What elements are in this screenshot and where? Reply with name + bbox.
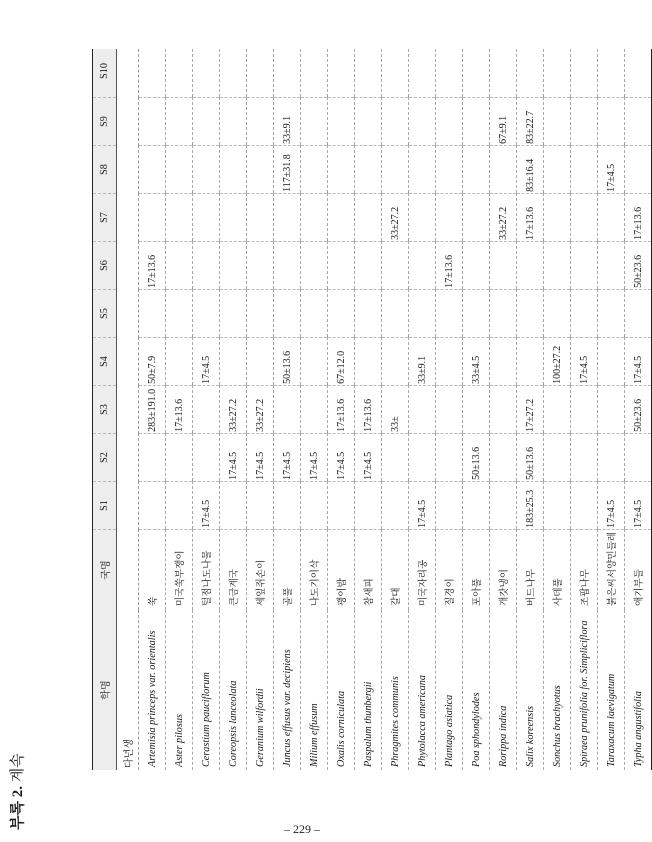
scientific-name-cell: Geranium wilfordii: [247, 610, 274, 770]
korean-name-cell: 개갓냉이: [490, 529, 517, 610]
site-value-cell: [544, 97, 571, 145]
site-value-cell: [598, 49, 625, 97]
table-row: [382, 49, 409, 770]
site-value-cell: [193, 433, 220, 481]
site-value-cell: [301, 145, 328, 193]
korean-name-cell: 세잎쥐손이: [247, 529, 274, 610]
scientific-name-cell: Paspalum thunbergii: [355, 610, 382, 770]
site-value-cell: [166, 145, 193, 193]
site-value-cell: [625, 145, 652, 193]
site-value-cell: [625, 433, 652, 481]
site-value-cell: [544, 193, 571, 241]
site-value-cell: [463, 241, 490, 289]
site-value-cell: [328, 145, 355, 193]
header-site: S3: [93, 385, 117, 433]
site-value-cell: 17±13.6: [139, 241, 166, 289]
site-value-cell: 17±13.6: [517, 193, 544, 241]
korean-name-cell: 쑥: [139, 529, 166, 610]
site-value-cell: 50±23.6: [625, 241, 652, 289]
site-value-cell: [274, 193, 301, 241]
site-value-cell: 17±4.5: [328, 433, 355, 481]
korean-name-cell: 갈대: [382, 529, 409, 610]
site-value-cell: [571, 49, 598, 97]
korean-name-cell: 미국쑥부쟁이: [166, 529, 193, 610]
site-value-cell: [301, 481, 328, 529]
site-value-cell: [139, 433, 166, 481]
korean-name-cell: 애기부들: [625, 529, 652, 610]
site-value-cell: [382, 289, 409, 337]
site-value-cell: [436, 385, 463, 433]
header-site: S9: [93, 97, 117, 145]
site-value-cell: [490, 49, 517, 97]
site-value-cell: 50±13.6: [517, 433, 544, 481]
site-value-cell: 17±4.5: [193, 337, 220, 385]
site-value-cell: [463, 49, 490, 97]
site-value-cell: [139, 289, 166, 337]
scientific-name-cell: Spiraea prunifolia for. Simpliciflora: [571, 610, 598, 770]
scientific-name-cell: Plantago asiatica: [436, 610, 463, 770]
site-value-cell: [274, 289, 301, 337]
site-value-cell: [166, 289, 193, 337]
site-value-cell: [220, 193, 247, 241]
site-value-cell: [355, 145, 382, 193]
site-value-cell: [328, 49, 355, 97]
site-value-cell: [436, 49, 463, 97]
table-row: [301, 49, 328, 770]
site-value-cell: [355, 193, 382, 241]
table-row: [220, 49, 247, 770]
site-value-cell: [463, 97, 490, 145]
site-value-cell: [382, 433, 409, 481]
site-value-cell: 67±12.0: [328, 337, 355, 385]
group-row: [117, 49, 139, 770]
site-value-cell: 33±27.2: [382, 193, 409, 241]
korean-name-cell: 버드나무: [517, 529, 544, 610]
site-value-cell: [490, 289, 517, 337]
site-value-cell: [625, 49, 652, 97]
korean-name-cell: 골풀: [274, 529, 301, 610]
scientific-name-cell: Phytolacca americana: [409, 610, 436, 770]
site-value-cell: [193, 289, 220, 337]
site-value-cell: [490, 433, 517, 481]
korean-name-cell: 질경이: [436, 529, 463, 610]
site-value-cell: [598, 337, 625, 385]
site-value-cell: 83±16.4: [517, 145, 544, 193]
site-value-cell: [301, 49, 328, 97]
site-value-cell: [544, 289, 571, 337]
site-value-cell: [355, 97, 382, 145]
site-value-cell: [409, 193, 436, 241]
header-korean-name: 국명: [93, 529, 117, 610]
site-value-cell: 33±27.2: [490, 193, 517, 241]
header-site: S2: [93, 433, 117, 481]
table-row: [571, 49, 598, 770]
scientific-name-cell: Cerastium pauciflorum: [193, 610, 220, 770]
site-value-cell: [274, 241, 301, 289]
site-value-cell: [301, 289, 328, 337]
site-value-cell: [328, 97, 355, 145]
table-row: [517, 49, 544, 770]
site-value-cell: [193, 145, 220, 193]
site-value-cell: [571, 385, 598, 433]
site-value-cell: [490, 145, 517, 193]
group-label-perennial: 다년생: [117, 49, 139, 770]
site-value-cell: 33±27.2: [247, 385, 274, 433]
korean-name-cell: 조팝나무: [571, 529, 598, 610]
site-value-cell: [490, 337, 517, 385]
scientific-name-cell: Salix koreensis: [517, 610, 544, 770]
table-row: [247, 49, 274, 770]
site-value-cell: [247, 49, 274, 97]
site-value-cell: [247, 193, 274, 241]
site-value-cell: [166, 241, 193, 289]
site-value-cell: 17±4.5: [220, 433, 247, 481]
site-value-cell: [463, 385, 490, 433]
site-value-cell: [355, 241, 382, 289]
site-value-cell: 17±4.5: [409, 481, 436, 529]
site-value-cell: [409, 433, 436, 481]
scientific-name-cell: Milium effusum: [301, 610, 328, 770]
scientific-name-cell: Oxalis corniculata: [328, 610, 355, 770]
site-value-cell: [382, 481, 409, 529]
site-value-cell: [436, 481, 463, 529]
header-site: S6: [93, 241, 117, 289]
page-number-block: [284, 822, 336, 842]
site-value-cell: 17±4.5: [274, 433, 301, 481]
korean-name-cell: 미국자리공: [409, 529, 436, 610]
site-value-cell: 17±4.5: [247, 433, 274, 481]
site-value-cell: [463, 193, 490, 241]
scientific-name-cell: Phragmites communis: [382, 610, 409, 770]
table-row: [166, 49, 193, 770]
site-value-cell: 33±27.2: [220, 385, 247, 433]
appendix-title-bold: 부록 2.: [10, 786, 26, 830]
site-value-cell: [328, 241, 355, 289]
site-value-cell: [220, 289, 247, 337]
scientific-name-cell: Poa sphondylodes: [463, 610, 490, 770]
site-value-cell: [571, 97, 598, 145]
site-value-cell: [544, 49, 571, 97]
site-value-cell: [409, 289, 436, 337]
site-value-cell: [220, 337, 247, 385]
site-value-cell: [355, 49, 382, 97]
site-value-cell: [598, 433, 625, 481]
site-value-cell: [463, 289, 490, 337]
site-value-cell: 17±4.5: [625, 481, 652, 529]
site-value-cell: [220, 49, 247, 97]
site-value-cell: [247, 481, 274, 529]
site-value-cell: 17±13.6: [625, 193, 652, 241]
site-value-cell: [544, 433, 571, 481]
korean-name-cell: 큰금계국: [220, 529, 247, 610]
site-value-cell: 50±13.6: [274, 337, 301, 385]
site-value-cell: [166, 433, 193, 481]
header-scientific-name: 학명: [93, 610, 117, 770]
site-value-cell: [193, 193, 220, 241]
header-site: S7: [93, 193, 117, 241]
site-value-cell: [193, 49, 220, 97]
site-value-cell: [625, 97, 652, 145]
site-value-cell: [301, 337, 328, 385]
scientific-name-cell: Sonchus brachyotus: [544, 610, 571, 770]
site-value-cell: [247, 97, 274, 145]
site-value-cell: [166, 49, 193, 97]
site-value-cell: [517, 241, 544, 289]
scientific-name-cell: Aster pilosus: [166, 610, 193, 770]
site-value-cell: [382, 97, 409, 145]
site-value-cell: [544, 385, 571, 433]
table-body: [139, 49, 652, 770]
site-value-cell: 17±4.5: [598, 145, 625, 193]
site-value-cell: [328, 481, 355, 529]
scientific-name-cell: Coreopsis lanceolata: [220, 610, 247, 770]
header-site: S8: [93, 145, 117, 193]
site-value-cell: 83±22.7: [517, 97, 544, 145]
site-value-cell: 17±4.5: [625, 337, 652, 385]
site-value-cell: [139, 193, 166, 241]
site-value-cell: [220, 481, 247, 529]
site-value-cell: [166, 337, 193, 385]
site-value-cell: 50±13.6: [463, 433, 490, 481]
site-value-cell: [571, 289, 598, 337]
scientific-name-cell: Taraxacum laevigatum: [598, 610, 625, 770]
scientific-name-cell: Rorippa indica: [490, 610, 517, 770]
site-value-cell: [139, 481, 166, 529]
site-value-cell: [355, 337, 382, 385]
site-value-cell: [436, 193, 463, 241]
site-value-cell: [544, 145, 571, 193]
site-value-cell: [382, 145, 409, 193]
site-value-cell: [436, 145, 463, 193]
site-value-cell: [166, 193, 193, 241]
site-value-cell: [193, 241, 220, 289]
korean-name-cell: 참새피: [355, 529, 382, 610]
site-value-cell: [382, 49, 409, 97]
site-value-cell: [193, 97, 220, 145]
site-value-cell: [139, 97, 166, 145]
site-value-cell: 17±13.6: [355, 385, 382, 433]
site-value-cell: [409, 241, 436, 289]
site-value-cell: [301, 97, 328, 145]
site-value-cell: [301, 385, 328, 433]
site-value-cell: 17±4.5: [355, 433, 382, 481]
table-row: [355, 49, 382, 770]
site-value-cell: 17±13.6: [436, 241, 463, 289]
site-value-cell: [436, 433, 463, 481]
site-value-cell: [220, 97, 247, 145]
korean-name-cell: 붉은씨서양민들레: [598, 529, 625, 610]
scientific-name-cell: Juncus effusus var. decipiens: [274, 610, 301, 770]
site-value-cell: [571, 145, 598, 193]
site-value-cell: [517, 337, 544, 385]
site-value-cell: [598, 97, 625, 145]
site-value-cell: [598, 289, 625, 337]
site-value-cell: [436, 337, 463, 385]
table-row: [274, 49, 301, 770]
site-value-cell: [571, 481, 598, 529]
site-value-cell: 33±9.1: [274, 97, 301, 145]
header-site: S1: [93, 481, 117, 529]
site-value-cell: [139, 145, 166, 193]
site-value-cell: [463, 481, 490, 529]
site-value-cell: [409, 385, 436, 433]
site-value-cell: [247, 289, 274, 337]
site-value-cell: [544, 481, 571, 529]
site-value-cell: [220, 241, 247, 289]
site-value-cell: 17±13.6: [328, 385, 355, 433]
site-value-cell: 283±191.0: [139, 385, 166, 433]
site-value-cell: [166, 481, 193, 529]
site-value-cell: 17±4.5: [571, 337, 598, 385]
site-value-cell: [382, 241, 409, 289]
korean-name-cell: 괭이밥: [328, 529, 355, 610]
header-site: S5: [93, 289, 117, 337]
table-row: [463, 49, 490, 770]
site-value-cell: [328, 289, 355, 337]
site-value-cell: [301, 193, 328, 241]
site-value-cell: 50±23.6: [625, 385, 652, 433]
site-value-cell: 67±9.1: [490, 97, 517, 145]
site-value-cell: [274, 481, 301, 529]
site-value-cell: [247, 337, 274, 385]
korean-name-cell: 나도기이삭: [301, 529, 328, 610]
table-row: [490, 49, 517, 770]
site-value-cell: [409, 49, 436, 97]
appendix-title-rest: 계속: [10, 753, 26, 787]
site-value-cell: [139, 49, 166, 97]
site-value-cell: 17±27.2: [517, 385, 544, 433]
site-value-cell: [247, 241, 274, 289]
korean-name-cell: 사데풀: [544, 529, 571, 610]
site-value-cell: [517, 289, 544, 337]
site-value-cell: [571, 193, 598, 241]
site-value-cell: [571, 241, 598, 289]
korean-name-cell: 포아풀: [463, 529, 490, 610]
site-value-cell: 17±13.6: [166, 385, 193, 433]
table-header-row: [93, 49, 117, 770]
site-value-cell: 117±31.8: [274, 145, 301, 193]
korean-name-cell: 털점나도나물: [193, 529, 220, 610]
site-value-cell: [598, 193, 625, 241]
site-value-cell: [490, 481, 517, 529]
site-value-cell: [355, 481, 382, 529]
site-value-cell: 17±4.5: [301, 433, 328, 481]
site-value-cell: [409, 97, 436, 145]
appendix-title: [6, 753, 27, 830]
site-value-cell: [598, 385, 625, 433]
site-value-cell: [625, 289, 652, 337]
site-value-cell: 17±4.5: [598, 481, 625, 529]
site-value-cell: 33±4.5: [463, 337, 490, 385]
scientific-name-cell: Artemisia princeps var. orientalis: [139, 610, 166, 770]
site-value-cell: 50±7.9: [139, 337, 166, 385]
site-value-cell: [328, 193, 355, 241]
site-value-cell: [274, 49, 301, 97]
header-site: S10: [93, 49, 117, 97]
site-value-cell: [220, 145, 247, 193]
table-row: [625, 49, 652, 770]
site-value-cell: [166, 97, 193, 145]
site-value-cell: [436, 289, 463, 337]
site-value-cell: [193, 385, 220, 433]
site-value-cell: [544, 241, 571, 289]
site-value-cell: [571, 433, 598, 481]
site-value-cell: 17±4.5: [193, 481, 220, 529]
site-value-cell: [463, 145, 490, 193]
table-row: [193, 49, 220, 770]
table-row: [436, 49, 463, 770]
site-value-cell: 33±9.1: [409, 337, 436, 385]
site-value-cell: 183±25.3: [517, 481, 544, 529]
page-number-label: – 229 –: [284, 822, 320, 836]
site-value-cell: [301, 241, 328, 289]
site-value-cell: [517, 49, 544, 97]
site-value-cell: [598, 241, 625, 289]
table-row: [328, 49, 355, 770]
table-row: [544, 49, 571, 770]
species-site-table: [92, 49, 652, 770]
site-value-cell: [382, 337, 409, 385]
site-value-cell: 100±27.2: [544, 337, 571, 385]
site-value-cell: [436, 97, 463, 145]
site-value-cell: [409, 145, 436, 193]
table-row: [409, 49, 436, 770]
header-site: S4: [93, 337, 117, 385]
table-row: [598, 49, 625, 770]
site-value-cell: 33±: [382, 385, 409, 433]
site-value-cell: [274, 385, 301, 433]
table-row: [139, 49, 166, 770]
site-value-cell: [490, 385, 517, 433]
site-value-cell: [490, 241, 517, 289]
scientific-name-cell: Typha angustifolia: [625, 610, 652, 770]
site-value-cell: [355, 289, 382, 337]
site-value-cell: [247, 145, 274, 193]
